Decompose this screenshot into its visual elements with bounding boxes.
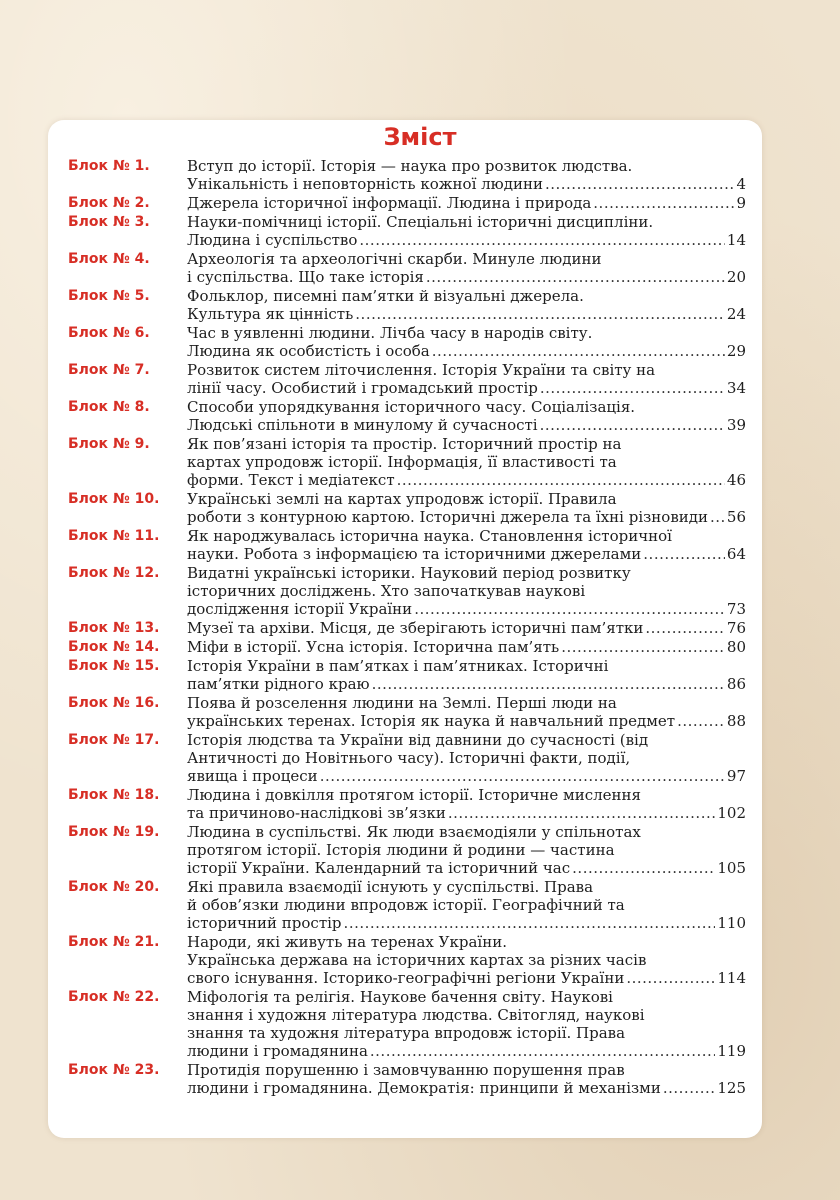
entry-line xyxy=(187,767,746,785)
page-number: 76 xyxy=(726,619,746,637)
dot-leader xyxy=(355,305,725,323)
block-label: Блок № 22. xyxy=(68,989,160,1005)
dot-leader xyxy=(540,416,725,434)
entry-line xyxy=(187,1042,746,1060)
block-label: Блок № 10. xyxy=(68,491,160,507)
block-label: Блок № 17. xyxy=(68,732,160,748)
entry-line: протягом історії. Історія людини й родини — частина xyxy=(187,841,615,859)
entry-text: і суспільства. Що таке історія xyxy=(187,268,424,286)
page-title: Зміст xyxy=(383,123,457,151)
entry-line: Як народжувалась історична наука. Становлення історичної xyxy=(187,527,672,545)
entry-line xyxy=(187,175,746,193)
page-number: 110 xyxy=(717,914,746,932)
toc-entry[interactable] xyxy=(0,731,840,785)
toc-entry[interactable] xyxy=(0,988,840,1060)
page-number: 97 xyxy=(726,767,746,785)
dot-leader xyxy=(397,471,725,489)
entry-line: Розвиток систем літочислення. Історія України та світу на xyxy=(187,361,656,379)
dot-leader xyxy=(359,231,725,249)
entry-text: людини і громадянина xyxy=(187,1042,368,1060)
dot-leader xyxy=(545,175,734,193)
dot-leader xyxy=(540,379,725,397)
entry-line xyxy=(187,416,746,434)
toc-entry[interactable] xyxy=(0,361,840,397)
entry-line: Українська держава на історичних картах за різних часів xyxy=(187,951,647,969)
toc-entry[interactable] xyxy=(0,638,840,656)
entry-line: Вступ до історії. Історія — наука про розвиток людства. xyxy=(187,157,633,175)
block-label: Блок № 7. xyxy=(68,362,150,378)
toc-entry[interactable] xyxy=(0,933,840,987)
block-label: Блок № 14. xyxy=(68,639,160,655)
entry-line xyxy=(187,508,746,526)
entry-line: й обов’язки людини впродовж історії. Географічний та xyxy=(187,896,625,914)
block-label: Блок № 12. xyxy=(68,565,160,581)
entry-line: Античності до Новітнього часу). Історичні факти, події, xyxy=(187,749,631,767)
entry-line xyxy=(187,619,746,637)
page-number: 56 xyxy=(726,508,746,526)
block-label: Блок № 15. xyxy=(68,658,160,674)
page-number: 14 xyxy=(726,231,746,249)
toc-entry[interactable] xyxy=(0,194,840,212)
entry-text: явища і процеси xyxy=(187,767,318,785)
toc-entry[interactable] xyxy=(0,490,840,526)
entry-line xyxy=(187,1079,746,1097)
dot-leader xyxy=(426,268,725,286)
entry-text: історії України. Календарний та історичний час xyxy=(187,859,571,877)
entry-line xyxy=(187,859,746,877)
entry-text: форми. Текст і медіатекст xyxy=(187,471,395,489)
block-label: Блок № 2. xyxy=(68,195,150,211)
entry-line xyxy=(187,804,746,822)
entry-line: Час в уявленні людини. Лічба часу в народів світу. xyxy=(187,324,593,342)
block-label: Блок № 8. xyxy=(68,399,150,415)
toc-entry[interactable] xyxy=(0,287,840,323)
page-number: 29 xyxy=(726,342,746,360)
entry-line: Археологія та археологічні скарби. Минуле людини xyxy=(187,250,602,268)
page-number: 114 xyxy=(717,969,746,987)
page-number: 20 xyxy=(726,268,746,286)
entry-line: Протидія порушенню і замовчуванню порушення прав xyxy=(187,1061,625,1079)
page-number: 119 xyxy=(717,1042,746,1060)
toc-entry[interactable] xyxy=(0,564,840,618)
dot-leader xyxy=(593,194,734,212)
entry-line: Історія людства та України від давнини до сучасності (від xyxy=(187,731,649,749)
entry-text: науки. Робота з інформацією та історичними джерелами xyxy=(187,545,642,563)
page-number: 24 xyxy=(726,305,746,323)
page-number: 125 xyxy=(717,1079,746,1097)
toc-entry[interactable] xyxy=(0,823,840,877)
entry-text: Унікальність і неповторність кожної людини xyxy=(187,175,543,193)
block-label: Блок № 21. xyxy=(68,934,160,950)
entry-line xyxy=(187,712,746,730)
block-label: Блок № 13. xyxy=(68,620,160,636)
block-label: Блок № 1. xyxy=(68,158,150,174)
entry-line: знання та художня література впродовж історії. Права xyxy=(187,1024,626,1042)
block-label: Блок № 23. xyxy=(68,1062,160,1078)
block-label: Блок № 11. xyxy=(68,528,160,544)
block-label: Блок № 5. xyxy=(68,288,150,304)
entry-line: знання і художня література людства. Світогляд, наукові xyxy=(187,1006,645,1024)
entry-text: Музеї та архіви. Місця, де зберігають історичні пам’ятки xyxy=(187,619,644,637)
entry-line xyxy=(187,342,746,360)
entry-line xyxy=(187,545,746,563)
dot-leader xyxy=(561,638,725,656)
entry-line: Які правила взаємодії існують у суспільстві. Права xyxy=(187,878,594,896)
entry-line xyxy=(187,969,746,987)
entry-line xyxy=(187,194,746,212)
block-label: Блок № 20. xyxy=(68,879,160,895)
entry-line xyxy=(187,231,746,249)
entry-text: історичний простір xyxy=(187,914,342,932)
entry-text: Людські спільноти в минулому й сучасності xyxy=(187,416,538,434)
toc-entry[interactable] xyxy=(0,398,840,434)
entry-line: Поява й розселення людини на Землі. Перші люди на xyxy=(187,694,617,712)
page-number: 86 xyxy=(726,675,746,693)
page-number: 46 xyxy=(726,471,746,489)
entry-text: свого існування. Історико-географічні регіони України xyxy=(187,969,625,987)
dot-leader xyxy=(414,600,725,618)
toc-entry[interactable] xyxy=(0,213,840,249)
entry-line: Народи, які живуть на теренах України. xyxy=(187,933,507,951)
entry-text: людини і громадянина. Демократія: принципи й механізми xyxy=(187,1079,661,1097)
entry-line: Міфологія та релігія. Наукове бачення світу. Наукові xyxy=(187,988,613,1006)
entry-line: Історія України в пам’ятках і пам’ятниках. Історичні xyxy=(187,657,609,675)
dot-leader xyxy=(448,804,716,822)
block-label: Блок № 16. xyxy=(68,695,160,711)
entry-line: Як пов’язані історія та простір. Історичний простір на xyxy=(187,435,622,453)
dot-leader xyxy=(370,1042,715,1060)
page-number: 88 xyxy=(726,712,746,730)
dot-leader xyxy=(626,969,715,987)
block-label: Блок № 6. xyxy=(68,325,150,341)
dot-leader xyxy=(710,508,725,526)
block-label: Блок № 4. xyxy=(68,251,150,267)
dot-leader xyxy=(677,712,725,730)
block-label: Блок № 18. xyxy=(68,787,160,803)
page-number: 105 xyxy=(717,859,746,877)
page-number: 73 xyxy=(726,600,746,618)
entry-line xyxy=(187,675,746,693)
entry-line xyxy=(187,914,746,932)
toc-entry[interactable] xyxy=(0,527,840,563)
dot-leader xyxy=(572,859,715,877)
entry-text: Людина і суспільство xyxy=(187,231,358,249)
page-number: 4 xyxy=(736,175,746,193)
block-label: Блок № 9. xyxy=(68,436,150,452)
page-number: 34 xyxy=(726,379,746,397)
toc-entry[interactable] xyxy=(0,786,840,822)
entry-text: Джерела історичної інформації. Людина і природа xyxy=(187,194,592,212)
dot-leader xyxy=(432,342,725,360)
entry-line: Українські землі на картах упродовж історії. Правила xyxy=(187,490,617,508)
entry-line xyxy=(187,471,746,489)
entry-text: пам’ятки рідного краю xyxy=(187,675,370,693)
entry-line: історичних досліджень. Хто започаткував наукові xyxy=(187,582,586,600)
toc-entry[interactable] xyxy=(0,250,840,286)
entry-line xyxy=(187,638,746,656)
toc-entry[interactable] xyxy=(0,435,840,489)
dot-leader xyxy=(372,675,725,693)
toc-entry[interactable] xyxy=(0,657,840,693)
toc-entry[interactable] xyxy=(0,878,840,932)
toc-entry[interactable] xyxy=(0,694,840,730)
entry-text: та причиново-наслідкові зв’язки xyxy=(187,804,446,822)
page-number: 102 xyxy=(717,804,746,822)
block-label: Блок № 19. xyxy=(68,824,160,840)
dot-leader xyxy=(344,914,716,932)
entry-line xyxy=(187,600,746,618)
entry-line: Людина і довкілля протягом історії. Історичне мислення xyxy=(187,786,641,804)
entry-line: Способи упорядкування історичного часу. Соціалізація. xyxy=(187,398,636,416)
toc-entry[interactable] xyxy=(0,324,840,360)
entry-text: лінії часу. Особистий і громадський простір xyxy=(187,379,538,397)
page-number: 9 xyxy=(736,194,746,212)
entry-text: Культура як цінність xyxy=(187,305,354,323)
entry-text: Міфи в історії. Усна історія. Історична пам’ять xyxy=(187,638,560,656)
dot-leader xyxy=(320,767,725,785)
table-of-contents xyxy=(0,157,840,1098)
entry-text: Людина як особистість і особа xyxy=(187,342,430,360)
entry-line xyxy=(187,268,746,286)
page-number: 64 xyxy=(726,545,746,563)
block-label: Блок № 3. xyxy=(68,214,150,230)
entry-line: картах упродовж історії. Інформація, її властивості та xyxy=(187,453,617,471)
dot-leader xyxy=(645,619,725,637)
entry-text: дослідження історії України xyxy=(187,600,413,618)
entry-line xyxy=(187,379,746,397)
dot-leader xyxy=(643,545,725,563)
page-number: 80 xyxy=(726,638,746,656)
entry-line: Фольклор, писемні пам’ятки й візуальні джерела. xyxy=(187,287,584,305)
entry-text: роботи з контурною картою. Історичні джерела та їхні різновиди xyxy=(187,508,709,526)
toc-entry[interactable] xyxy=(0,1061,840,1097)
toc-entry[interactable] xyxy=(0,619,840,637)
toc-entry[interactable] xyxy=(0,157,840,193)
entry-line: Людина в суспільстві. Як люди взаємодіяли у спільнотах xyxy=(187,823,641,841)
entry-line: Науки-помічниці історії. Спеціальні історичні дисципліни. xyxy=(187,213,654,231)
page-number: 39 xyxy=(726,416,746,434)
entry-line xyxy=(187,305,746,323)
entry-line: Видатні українські історики. Науковий період розвитку xyxy=(187,564,631,582)
dot-leader xyxy=(663,1079,716,1097)
entry-text: українських теренах. Історія як наука й навчальний предмет xyxy=(187,712,676,730)
